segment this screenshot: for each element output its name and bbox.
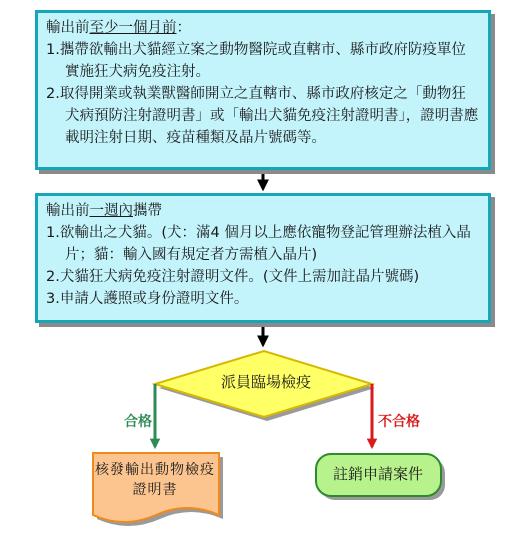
step1-item-2: 2.取得開業或執業獸醫師開立之直轄市、縣市政府核定之「動物狂犬病預防注射證明書」或「輸出犬貓免疫注射證明書」，證明書應載明注射日期、疫苗種類及晶片號碼等。 [46,86,479,146]
fail-label: 不合格 [378,414,420,430]
step2-item-2: 2.犬貓狂犬病免疫注射證明文件。(文件上需加註晶片號碼) [46,269,420,285]
pass-result-text: 核發輸出動物檢疫證明書 [95,462,215,498]
step2-item-3: 3.申請人護照或身份證明文件。 [46,291,249,307]
step2-item-1: 1.欲輸出之犬貓。(犬：滿4 個月以上應依寵物登記管理辦法植入晶片；貓：輸入國有規定者方需植入晶片) [46,225,471,263]
step2-box [35,193,491,323]
decision-label: 派員臨場檢疫 [220,373,311,391]
step1-box [35,10,491,170]
step1-item-1: 1.攜帶欲輸出犬貓經立案之動物醫院或直轄市、縣市政府防疫單位實施狂犬病免疫注射。 [46,42,466,80]
pass-label: 合格 [124,414,152,430]
fail-result-text: 註銷申請案件 [332,465,423,483]
step1-title: 輸出前至少一個月前： [46,20,191,36]
step2-title: 輸出前一週內攜帶 [46,203,162,219]
